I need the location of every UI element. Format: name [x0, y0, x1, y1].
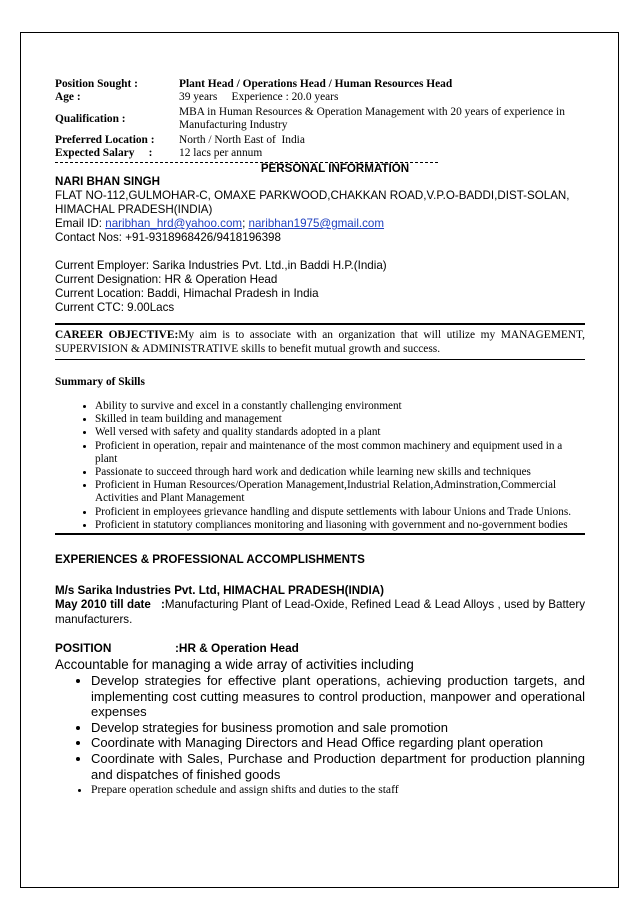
current-employer: Current Employer: Sarika Industries Pvt. Ltd.,in Baddi H.P.(India) — [55, 259, 387, 272]
career-objective — [55, 323, 585, 360]
current-location: Current Location: Baddi, Himachal Pradesh in India — [55, 287, 319, 300]
list-item: • Coordinate with Managing Directors and Head Office regarding plant operation — [91, 735, 585, 751]
header-label: Qualification : — [55, 112, 126, 125]
email-link-gmail[interactable]: naribhan1975@gmail.com — [248, 217, 385, 230]
skills-title: Summary of Skills — [55, 376, 145, 388]
list-item: • Skilled in team building and management — [95, 413, 585, 426]
candidate-name: NARI BHAN SINGH — [55, 175, 160, 188]
duties-list — [55, 673, 585, 798]
list-item: • Passionate to succeed through hard work and dedication while learning new skills and techniques — [95, 466, 585, 479]
current-ctc: Current CTC: 9.00Lacs — [55, 301, 175, 314]
position-label: POSITION — [55, 641, 112, 656]
header-table — [55, 78, 585, 160]
address: FLAT NO-112,GULMOHAR-C, OMAXE PARKWOOD,CHAKKAN ROAD,V.P.O-BADDI,DIST-SOLAN, HIMACHAL PRADESH(INDIA) — [55, 189, 570, 216]
employment-period-text: Manufacturing Plant of Lead-Oxide, Refined Lead & Lead Alloys , used by Battery manufacturers. — [55, 598, 585, 627]
header-value: 12 lacs per annum — [179, 147, 263, 159]
email-separator: ; — [242, 217, 249, 230]
employment-period-label: May 2010 till date : — [55, 598, 165, 612]
header-label: Age : — [55, 91, 81, 103]
list-item: • Ability to survive and excel in a constantly challenging environment — [95, 400, 585, 413]
accountable-intro: Accountable for managing a wide array of activities including — [55, 657, 414, 673]
header-value: Plant Head / Operations Head / Human Resources Head — [179, 78, 453, 90]
header-row-position — [55, 78, 585, 91]
header-row-salary — [55, 147, 585, 160]
list-item: • Well versed with safety and quality standards adopted in a plant — [95, 426, 585, 439]
header-label: Position Sought : — [55, 78, 138, 90]
header-row-age — [55, 91, 585, 104]
position-value: :HR & Operation Head — [175, 641, 299, 656]
current-designation: Current Designation: HR & Operation Head — [55, 273, 278, 286]
header-label: Preferred Location : — [55, 134, 155, 146]
contact-numbers: Contact Nos: +91-9318968426/9418196398 — [55, 231, 281, 244]
header-row-location — [55, 134, 585, 147]
list-item: • Prepare operation schedule and assign shifts and duties to the staff — [91, 782, 585, 798]
list-item: • Develop strategies for business promotion and sale promotion — [91, 720, 585, 736]
header-value: North / North East of India — [179, 134, 305, 146]
header-label: Expected Salary : — [55, 147, 153, 159]
header-value: 39 years Experience : 20.0 years — [179, 91, 339, 103]
career-objective-text: My aim is to associate with an organization that will utilize my MANAGEMENT, SUPERVISION & ADMINISTRATIVE skills to benefit mutual growth and success. — [55, 329, 585, 355]
list-item: • Coordinate with Sales, Purchase and Production department for production planning and dispatches of finished goods — [91, 751, 585, 782]
employment-period — [55, 597, 585, 627]
header-row-qualification — [55, 104, 585, 134]
list-item: • Proficient in operation, repair and maintenance of the most common machinery and equipment used in a plant — [95, 440, 585, 466]
experience-title: EXPERIENCES & PROFESSIONAL ACCOMPLISHMENTS — [55, 553, 365, 567]
header-value: MBA in Human Resources & Operation Management with 20 years of experience in Manufacturing Industry — [179, 106, 565, 131]
career-objective-label: CAREER OBJECTIVE: — [55, 329, 179, 341]
position-row — [55, 641, 585, 655]
email-label: Email ID: — [55, 217, 106, 230]
email-line — [55, 217, 585, 231]
skills-list — [55, 400, 585, 535]
personal-info-title: PERSONAL INFORMATION — [260, 162, 410, 175]
list-item: • Proficient in statutory compliances monitoring and liasoning with government and no-government bodies — [95, 519, 585, 532]
resume-content — [55, 78, 585, 798]
list-item: • Develop strategies for effective plant operations, achieving production targets, and implementing cost cutting measures to control production, manpower and operational expenses — [91, 673, 585, 720]
list-item: • Proficient in employees grievance handling and dispute settlements with labour Unions and Trade Unions. — [95, 506, 585, 519]
company-name: M/s Sarika Industries Pvt. Ltd, HIMACHAL PRADESH(INDIA) — [55, 584, 384, 598]
list-item: • Proficient in Human Resources/Operation Management,Industrial Relation,Adminstration,Commercial Activities and Plant Management — [95, 479, 585, 505]
email-link-yahoo[interactable]: naribhan_hrd@yahoo.com — [105, 217, 243, 230]
